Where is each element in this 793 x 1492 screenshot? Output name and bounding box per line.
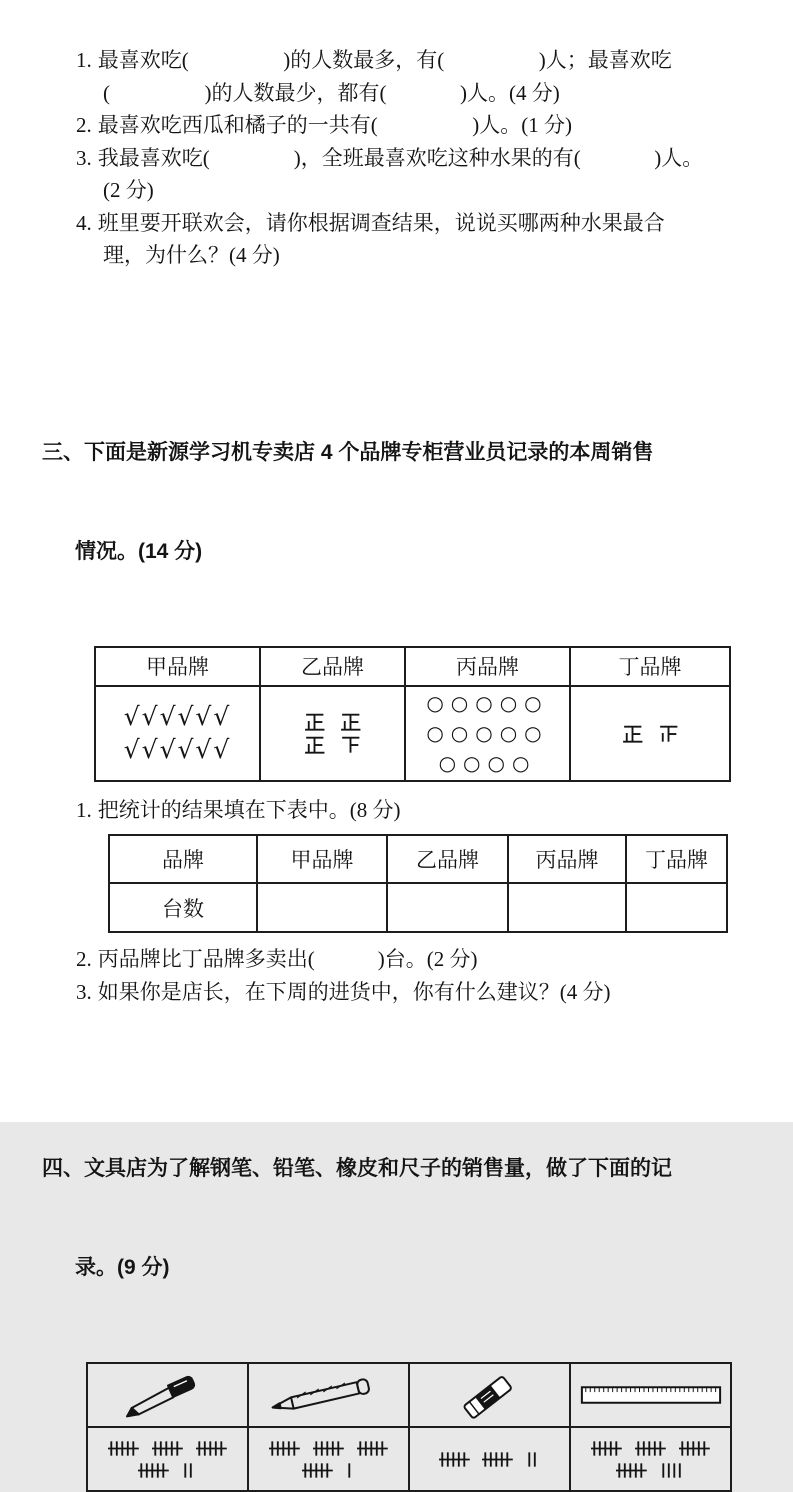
section-three-question-2 xyxy=(76,943,757,976)
tally-cell-jia: √√√√√√ √√√√√√ xyxy=(95,686,260,781)
pencil-tally-cell xyxy=(248,1427,409,1491)
eraser-tally-cell xyxy=(409,1427,570,1491)
brand-sales-table xyxy=(94,646,731,782)
question-2 xyxy=(76,109,757,142)
ruler-icon xyxy=(578,1378,724,1412)
tally-cell-yi xyxy=(260,686,405,781)
stats-value-row xyxy=(109,883,727,932)
pencil-cell xyxy=(248,1363,409,1427)
question-3 xyxy=(76,142,757,207)
question-text: 理，为什么？(4 分) xyxy=(103,243,280,267)
statistics-fill-table xyxy=(108,834,728,933)
question-text: 丙品牌比丁品牌多卖出( )台。(2 分) xyxy=(97,947,478,971)
question-number: 4. xyxy=(76,210,92,235)
tally-cell-bing: ○○○○○ ○○○○○ ○○○○ xyxy=(405,686,570,781)
ruler-cell xyxy=(570,1363,731,1427)
stats-header-bing: 丙品牌 xyxy=(508,835,626,883)
pencil-icon xyxy=(256,1370,402,1420)
stats-header-ding: 丁品牌 xyxy=(626,835,727,883)
question-text: (2 分) xyxy=(103,178,154,202)
heading-line: 情况。(14 分) xyxy=(75,539,203,563)
section-three-question-1 xyxy=(76,794,757,827)
heading-line: 录。(9 分) xyxy=(75,1256,170,1279)
heading-line: 四、文具店为了解钢笔、铅笔、橡皮和尺子的销售量，做了下面的记 xyxy=(42,1157,672,1180)
question-text: 我最喜欢吃( )，全班最喜欢吃这种水果的有( )人。 xyxy=(97,145,704,170)
section-three-questions xyxy=(76,943,757,1008)
brand-header-ding: 丁品牌 xyxy=(570,647,730,686)
question-text: ( )的人数最少，都有( )人。(4 分) xyxy=(103,80,560,105)
eraser-icon xyxy=(447,1369,533,1421)
brand-table-tally-row xyxy=(95,686,730,781)
section-three xyxy=(42,370,757,1009)
section-four-heading xyxy=(42,1086,757,1350)
stats-header-brand: 品牌 xyxy=(109,835,257,883)
question-4 xyxy=(76,207,757,272)
stats-header-yi: 乙品牌 xyxy=(387,835,508,883)
question-number: 1. xyxy=(76,797,92,822)
question-number: 2. xyxy=(76,113,92,137)
ruler-tally-cell xyxy=(570,1427,731,1491)
question-number: 1. xyxy=(76,48,92,72)
stats-header-row xyxy=(109,835,727,883)
brand-header-yi: 乙品牌 xyxy=(260,647,405,686)
section-three-question-3 xyxy=(76,976,757,1009)
section-three-heading xyxy=(42,370,757,634)
question-number: 3. xyxy=(76,145,92,170)
question-text: 最喜欢吃西瓜和橘子的一共有( )人。(1 分) xyxy=(97,113,572,137)
question-number: 3. xyxy=(76,979,92,1004)
pen-cell xyxy=(87,1363,248,1427)
brand-header-jia: 甲品牌 xyxy=(95,647,260,686)
stats-empty-cell-yi xyxy=(387,883,508,932)
stationery-record-table xyxy=(86,1362,732,1492)
stationery-icon-row xyxy=(87,1363,731,1427)
stats-row-label: 台数 xyxy=(109,883,257,932)
question-text: 如果你是店长，在下周的进货中，你有什么建议？(4 分) xyxy=(97,979,611,1004)
question-text: 班里要开联欢会，请你根据调查结果，说说买哪两种水果最合 xyxy=(97,210,665,235)
stats-empty-cell-ding xyxy=(626,883,727,932)
eraser-cell xyxy=(409,1363,570,1427)
stats-empty-cell-jia xyxy=(257,883,387,932)
question-number: 2. xyxy=(76,947,92,971)
pen-tally-cell xyxy=(87,1427,248,1491)
question-text: 把统计的结果填在下表中。(8 分) xyxy=(97,797,401,822)
question-text: 最喜欢吃( )的人数最多，有( )人；最喜欢吃 xyxy=(97,48,672,72)
question-1 xyxy=(76,44,757,109)
heading-line: 三、下面是新源学习机专卖店 4 个品牌专柜营业员记录的本周销售 xyxy=(42,440,654,464)
pen-icon xyxy=(110,1370,226,1420)
stats-header-jia: 甲品牌 xyxy=(257,835,387,883)
stationery-tally-row xyxy=(87,1427,731,1491)
brand-table-header-row xyxy=(95,647,730,686)
brand-header-bing: 丙品牌 xyxy=(405,647,570,686)
top-questions xyxy=(76,44,757,272)
tally-cell-ding xyxy=(570,686,730,781)
stats-empty-cell-bing xyxy=(508,883,626,932)
section-four xyxy=(42,1086,757,1492)
